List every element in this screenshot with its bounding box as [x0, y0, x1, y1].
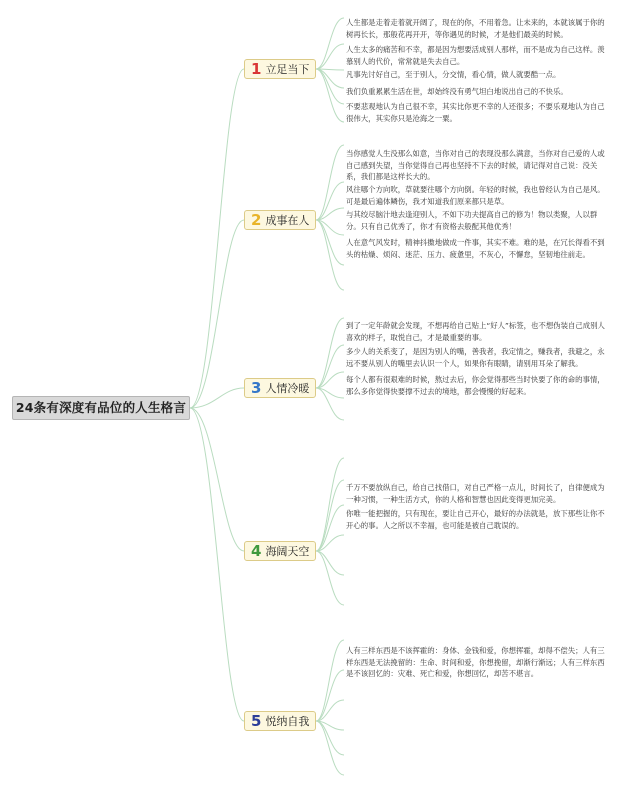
leaf-1-5: 不要悲观地认为自己很不幸，其实比你更不幸的人还很多；不要乐观地认为自己很伟大，其实你只是沧海之一粟。	[346, 102, 605, 123]
root-branch-connector-1	[190, 69, 244, 408]
leaf-connector-3-1	[316, 318, 344, 388]
branch-label-3: 人情冷暖	[265, 382, 310, 395]
root-branch-connector-4	[190, 408, 244, 551]
root-branch-connector-3	[190, 388, 244, 408]
root-branch-connector-5	[190, 408, 244, 721]
leaf-connector-2-6	[316, 220, 344, 290]
leaf-2-4: 人在意气风发时，精神抖擞地做成一件事，其实不难。难的是，在冗长得看不到头的枯燥、烦闷、迷茫、压力、疲惫里，不灰心，不懈怠，坚韧地往前走。	[346, 238, 605, 259]
leaf-connector-4-1	[316, 458, 344, 551]
branch-number-4: 4	[251, 542, 262, 560]
leaf-connector-1-1	[316, 18, 344, 69]
branch-label-5: 悦纳自我	[265, 715, 310, 728]
leaf-1-1: 人生都是走着走着就开阔了，现在的你，不用着急。让未来的，本就该属于你的树再长长，那般花再开开，等你遇见的时候，才是他们最美的时候。	[346, 18, 605, 39]
branch-number-2: 2	[251, 211, 262, 229]
root-title: 24条有深度有品位的人生格言	[15, 400, 187, 415]
leaf-2-3: 与其绞尽脑汁地去逢迎别人，不如下功夫提高自己的修为！物以类聚，人以群分。只有自己优秀了，你才有资格去般配其他优秀！	[346, 210, 598, 231]
leaf-1-4: 我们负重累累生活在世，却始终没有勇气坦白地说出自己的不快乐。	[346, 87, 568, 96]
branch-5[interactable]	[244, 711, 316, 731]
branch-number-3: 3	[251, 379, 262, 397]
branch-label-2: 成事在人	[265, 214, 310, 227]
leaf-4-2: 你唯一能把握的，只有现在，要让自己开心，最好的办法就是，放下那些让你不开心的事。人之所以不幸福，也可能是被自己耽误的。	[346, 509, 605, 530]
leaf-2-2: 风往哪个方向吹，草就要往哪个方向倒。年轻的时候，我也曾经认为自己是风。可是最后遍体鳞伤，我才知道我们原来都只是草。	[346, 185, 605, 206]
leaf-connector-4-6	[316, 551, 344, 605]
branch-4[interactable]	[244, 541, 316, 561]
leaf-connector-1-6	[316, 69, 344, 122]
branch-2[interactable]	[244, 210, 316, 230]
leaf-connector-4-5	[316, 551, 344, 575]
branch-3[interactable]	[244, 378, 316, 398]
leaf-3-1: 到了一定年龄就会发现，不想再给自己贴上“好人”标签，也不想伪装自己成别人喜欢的样子，取悦自己，才是最重要的事。	[346, 321, 605, 342]
branch-1[interactable]	[244, 59, 316, 79]
leaf-1-3: 凡事先讨好自己，至于别人，分交情，看心情，做人就要酷一点。	[346, 70, 561, 79]
leaf-connector-3-5	[316, 388, 344, 420]
branch-number-1: 1	[251, 60, 262, 78]
leaf-3-3: 每个人都有很艰难的时候，熬过去后，你会觉得那些当时快要了你的命的事情，那么多你觉得快要撑不过去的境地，都会慢慢的好起来。	[346, 375, 605, 396]
leaf-connector-4-2	[316, 480, 344, 551]
leaf-connector-5-6	[316, 721, 344, 775]
leaf-1-2: 人生太多的痛苦和不幸，都是因为想要活成别人那样，而不是成为自己这样。羡慕别人的代价，常常就是失去自己。	[346, 45, 605, 66]
leaf-5-1: 人有三样东西是不该挥霍的：身体、金钱和爱，你想挥霍，却得不偿失；人有三样东西是无法挽留的：生命、时间和爱，你想挽留，却渐行渐远；人有三样东西是不该回忆的：灾难、死亡和爱，你想回忆，却苦不堪言。	[346, 646, 605, 678]
branch-number-5: 5	[251, 712, 262, 730]
leaf-connector-1-2	[316, 44, 344, 69]
leaf-4-1: 千万不要放纵自己，给自己找借口，对自己严格一点儿，时间长了，自律便成为一种习惯，一种生活方式，你的人格和智慧也因此变得更加完美。	[346, 483, 605, 504]
branch-label-4: 海阔天空	[265, 545, 310, 558]
leaf-3-2: 多少人的关系变了，是因为别人的嘴，善我者，我定情之，赚我者，我避之，永远不要从别人的嘴里去认识一个人，如果你有眼睛，请别用耳朵了解我。	[346, 347, 605, 368]
root-topic[interactable]	[12, 396, 190, 420]
leaf-2-1: 当你感觉人生没那么如意，当你对自己的表现没那么满意，当你对自己爱的人或自己感到失望，当你觉得自己再也坚持不下去的时候，请记得对自己说：没关系，我们都是这样长大的。	[346, 149, 605, 181]
leaf-connector-2-2	[316, 182, 344, 220]
branch-label-1: 立足当下	[265, 63, 310, 76]
